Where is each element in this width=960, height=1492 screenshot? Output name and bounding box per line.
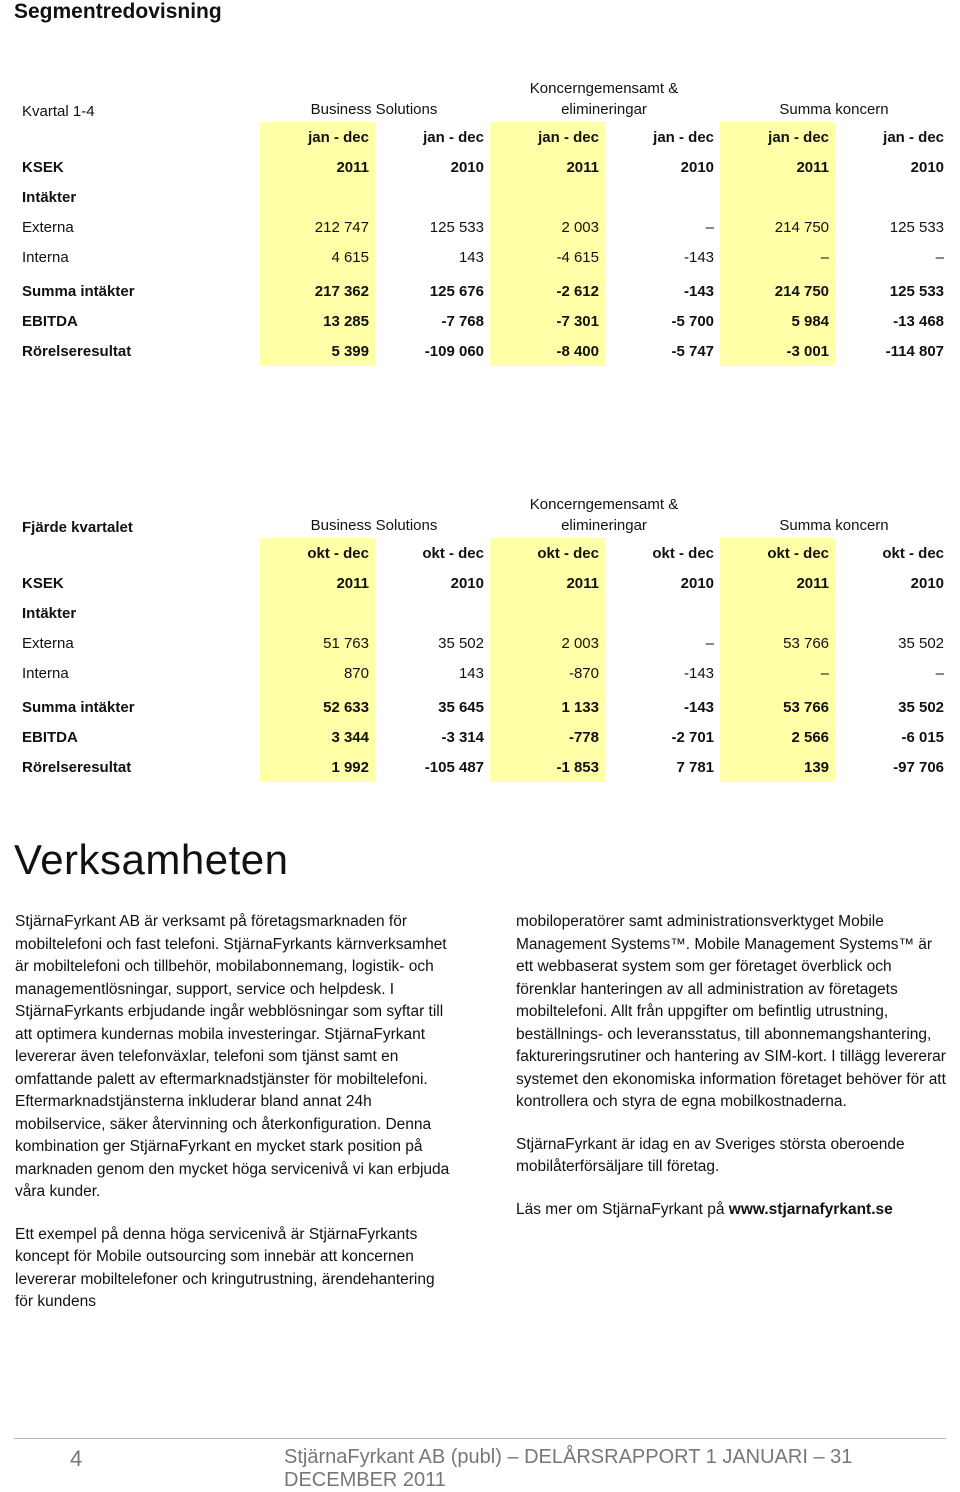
table-cell: – xyxy=(935,248,945,266)
year-cell: 2011 xyxy=(260,568,375,598)
table-cell: 5 984 xyxy=(720,306,835,336)
table-cell: -143 xyxy=(683,664,715,682)
period-cell: jan - dec xyxy=(653,128,715,146)
right-text-column xyxy=(516,911,948,1241)
intakter-label: Intäkter xyxy=(22,188,77,206)
year-cell: 2011 xyxy=(490,152,605,182)
period-cell: jan - dec xyxy=(490,122,605,152)
year-cell: 2010 xyxy=(450,574,484,592)
table-cell: 51 763 xyxy=(260,628,375,658)
table-cell: 3 344 xyxy=(260,722,375,752)
footer-divider xyxy=(14,1438,946,1439)
year-cell: 2011 xyxy=(260,152,375,182)
table-cell: 217 362 xyxy=(260,272,375,306)
period-cell: jan - dec xyxy=(720,122,835,152)
table-cell: -105 487 xyxy=(424,758,484,776)
section-heading: Verksamheten xyxy=(14,836,289,883)
table-cell: – xyxy=(705,634,715,652)
table-cell: -114 807 xyxy=(885,342,945,360)
segment-table-q4 xyxy=(18,484,950,782)
left-text-column xyxy=(15,911,455,1334)
row-label: Summa intäkter xyxy=(22,698,135,716)
table-cell: 35 502 xyxy=(898,634,945,652)
year-cell: 2010 xyxy=(910,574,945,592)
table-cell: 214 750 xyxy=(720,212,835,242)
segment-table-full-year xyxy=(18,68,950,366)
table-cell: -1 853 xyxy=(490,752,605,782)
table-cell: 2 566 xyxy=(720,722,835,752)
table-cell: 4 615 xyxy=(260,242,375,272)
table-cell: 35 502 xyxy=(898,698,945,716)
paragraph: mobiloperatörer samt administrationsverktyget Mobile Management Systems™. Mobile Management Systems™ är ett webbaserat system som ger företaget överblick och förenklar hanteringen av all administration av företagets mobiltelefoni. Allt från uppgifter om befintlig utrustning, beställnings- och leveransstatus, till abonnemangshantering, faktureringsrutiner och hantering av SIM-kort. I tillägg levererar systemet den ekonomiska information företaget behöver för att kontrollera och styra de egna mobilkostnaderna. xyxy=(516,913,946,1110)
period-label: Kvartal 1-4 xyxy=(22,103,95,120)
table-cell: – xyxy=(720,242,835,272)
table-cell: -7 768 xyxy=(441,312,484,330)
table-cell: 212 747 xyxy=(260,212,375,242)
year-cell: 2010 xyxy=(680,158,715,176)
footer-title: StjärnaFyrkant AB (publ) – DELÅRSRAPPORT 1 JANUARI – 31 DECEMBER 2011 xyxy=(284,1446,853,1491)
table-cell: 139 xyxy=(720,752,835,782)
table-cell: 35 502 xyxy=(438,634,484,652)
table-cell: 52 633 xyxy=(260,688,375,722)
period-cell: okt - dec xyxy=(720,538,835,568)
table-cell: 5 399 xyxy=(260,336,375,366)
period-label: Fjärde kvartalet xyxy=(22,519,133,536)
table-cell: -143 xyxy=(683,282,715,300)
table-cell: 125 533 xyxy=(889,218,945,236)
year-cell: 2011 xyxy=(490,568,605,598)
table-cell: -97 706 xyxy=(893,758,945,776)
website-link[interactable]: www.stjarnafyrkant.se xyxy=(728,1200,893,1218)
table-cell: 13 285 xyxy=(260,306,375,336)
table-cell: -13 468 xyxy=(893,312,945,330)
period-cell: okt - dec xyxy=(260,538,375,568)
table-cell: 2 003 xyxy=(490,628,605,658)
row-label: Externa xyxy=(22,634,74,652)
paragraph: Ett exempel på denna höga servicenivå är StjärnaFyrkants koncept för Mobile outsourcing som innebär att koncernen levererar mobiltelefoner och kringutrustning, ärendehantering för kundens xyxy=(15,1225,435,1310)
group-business-solutions: Business Solutions xyxy=(310,101,438,118)
group-business-solutions: Business Solutions xyxy=(310,517,438,534)
table-cell: 35 645 xyxy=(438,698,484,716)
row-label: EBITDA xyxy=(22,728,78,746)
table-cell: 143 xyxy=(458,248,484,266)
table-cell: 214 750 xyxy=(720,272,835,306)
table-cell: -5 700 xyxy=(671,312,715,330)
table-cell: 53 766 xyxy=(720,688,835,722)
year-cell: 2011 xyxy=(720,568,835,598)
paragraph: Läs mer om StjärnaFyrkant på www.stjarnafyrkant.se xyxy=(516,1200,893,1218)
currency-label: KSEK xyxy=(22,158,64,176)
period-cell: okt - dec xyxy=(490,538,605,568)
table-cell: -143 xyxy=(683,698,715,716)
table-cell: -6 015 xyxy=(901,728,945,746)
table-cell: – xyxy=(705,218,715,236)
period-cell: okt - dec xyxy=(882,544,945,562)
period-cell: jan - dec xyxy=(883,128,945,146)
page-number: 4 xyxy=(70,1446,83,1471)
row-label: Interna xyxy=(22,664,69,682)
currency-label: KSEK xyxy=(22,574,64,592)
table-cell: -3 001 xyxy=(720,336,835,366)
table-cell: 125 533 xyxy=(889,282,945,300)
table-cell: 53 766 xyxy=(720,628,835,658)
row-label: Externa xyxy=(22,218,74,236)
table-cell: 125 676 xyxy=(429,282,484,300)
table-cell: – xyxy=(935,664,945,682)
table-cell: -5 747 xyxy=(671,342,715,360)
period-cell: okt - dec xyxy=(422,544,484,562)
table-cell: 7 781 xyxy=(676,758,715,776)
table-cell: -870 xyxy=(490,658,605,688)
row-label: Rörelseresultat xyxy=(22,758,132,776)
table-cell: -109 060 xyxy=(424,342,484,360)
paragraph: StjärnaFyrkant AB är verksamt på företagsmarknaden för mobiltelefoni och fast telefoni. StjärnaFyrkants kärnverksamhet är mobiltelefoni och tillbehör, mobilabonnemang, logistik- och managementlösningar, support, service och helpdesk. I StjärnaFyrkants erbjudande ingår webblösningar som syftar till att optimera kundernas mobila investeringar. StjärnaFyrkant levererar även telefonväxlar, telefoni som tjänst samt en omfattande palett av eftermarknadstjänster för mobiltelefoni. Eftermarknadstjänsterna inkluderar bland annat 24h mobilservice, säker återvinning och återkonfiguration. Denna kombination ger StjärnaFyrkant en mycket stark position på marknaden genom den mycket höga servicenivå vi kan erbjuda våra kunder. xyxy=(15,913,450,1200)
year-cell: 2011 xyxy=(720,152,835,182)
table-cell: -8 400 xyxy=(490,336,605,366)
table-cell: -778 xyxy=(490,722,605,752)
table-cell: 1 992 xyxy=(260,752,375,782)
table-cell: -2 612 xyxy=(490,272,605,306)
table-cell: 2 003 xyxy=(490,212,605,242)
period-cell: jan - dec xyxy=(423,128,484,146)
period-cell: okt - dec xyxy=(652,544,715,562)
row-label: Interna xyxy=(22,248,69,266)
table-cell: -4 615 xyxy=(490,242,605,272)
group-summa-koncern: Summa koncern xyxy=(779,101,889,118)
table-cell: -7 301 xyxy=(490,306,605,336)
period-cell: jan - dec xyxy=(260,122,375,152)
page-heading: Segmentredovisning xyxy=(14,0,222,23)
row-label: Rörelseresultat xyxy=(22,342,132,360)
table-cell: 125 533 xyxy=(429,218,484,236)
year-cell: 2010 xyxy=(680,574,715,592)
group-summa-koncern: Summa koncern xyxy=(779,517,889,534)
row-label: EBITDA xyxy=(22,312,78,330)
group-koncerngemensamt: Koncerngemensamt & elimineringar xyxy=(529,496,679,534)
table-cell: 143 xyxy=(458,664,484,682)
table-cell: -2 701 xyxy=(671,728,715,746)
table-cell: – xyxy=(720,658,835,688)
table-cell: -3 314 xyxy=(441,728,484,746)
group-koncerngemensamt: Koncerngemensamt & elimineringar xyxy=(529,80,679,118)
table-cell: 1 133 xyxy=(490,688,605,722)
table-cell: 870 xyxy=(260,658,375,688)
row-label: Summa intäkter xyxy=(22,282,135,300)
table-cell: -143 xyxy=(683,248,715,266)
paragraph: StjärnaFyrkant är idag en av Sveriges största oberoende mobilåterförsäljare till företag. xyxy=(516,1135,905,1175)
year-cell: 2010 xyxy=(450,158,484,176)
intakter-label: Intäkter xyxy=(22,604,77,622)
year-cell: 2010 xyxy=(910,158,945,176)
